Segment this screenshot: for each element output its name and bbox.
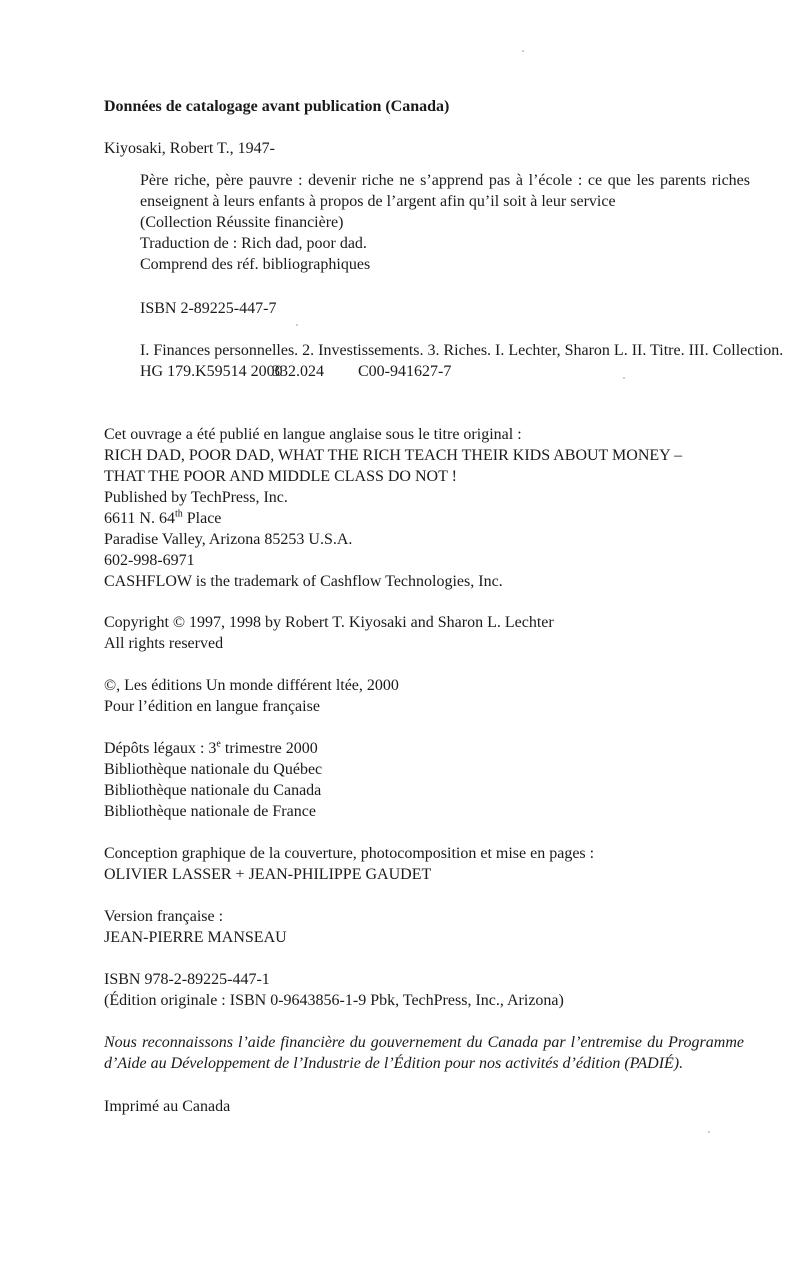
legal-deposit-line2: Bibliothèque nationale du Québec [104, 761, 323, 778]
original-title-line2: THAT THE POOR AND MIDDLE CLASS DO NOT ! [104, 468, 457, 485]
isbn-line2: (Édition originale : ISBN 0-9643856-1-9 Pbk, TechPress, Inc., Arizona) [104, 992, 564, 1009]
catalog-heading-text: Données de catalogage avant publication (Canada) [104, 98, 450, 115]
translator-line1: Version française : [104, 908, 224, 925]
subjects-line: I. Finances personnelles. 2. Investissements. 3. Riches. I. Lechter, Sharon L. II. Titre. III. Collection. [140, 342, 784, 359]
design-line1: Conception graphique de la couverture, photocomposition et mise en pages : [104, 845, 595, 862]
original-publisher: Published by TechPress, Inc. [104, 489, 288, 506]
original-address1 [104, 508, 754, 529]
original-phone: 602-998-6971 [104, 552, 195, 569]
design-credits-block [104, 843, 754, 885]
scan-speck [708, 1131, 710, 1133]
original-publication-block [104, 424, 754, 592]
printed-block [104, 1096, 754, 1117]
address-number: 6611 N. 64 [104, 510, 175, 527]
translation-line: Traduction de : Rich dad, poor dad. [140, 235, 367, 252]
scan-speck [522, 50, 524, 52]
original-trademark: CASHFLOW is the trademark of Cashflow Technologies, Inc. [104, 573, 503, 590]
isbn-line: ISBN 2-89225-447-7 [140, 300, 277, 317]
acknowledgement-text: Nous reconnaissons l’aide financière du gouvernement du Canada par l’entremise du Programme d’Aide au Développement de l’Industrie de l’Édition pour nos activités d’édition (PADIÉ). [104, 1034, 744, 1072]
copyright-line2: All rights reserved [104, 635, 224, 652]
catalog-heading [104, 96, 754, 117]
translator-line2: JEAN-PIERRE MANSEAU [104, 929, 287, 946]
french-edition-line1: ©, Les éditions Un monde différent ltée, 2000 [104, 677, 399, 694]
catalog-isbn [140, 298, 750, 319]
copyright-block [104, 612, 754, 654]
address-suffix: th [174, 508, 183, 520]
legal-deposit-line4: Bibliothèque nationale de France [104, 803, 316, 820]
lc-classification: HG 179.K59514 2000 [140, 363, 283, 380]
copyright-line1: Copyright © 1997, 1998 by Robert T. Kiyosaki and Sharon L. Lechter [104, 614, 554, 631]
printed-text: Imprimé au Canada [104, 1098, 231, 1115]
original-title-line1: RICH DAD, POOR DAD, WHAT THE RICH TEACH THEIR KIDS ABOUT MONEY – [104, 447, 683, 464]
cip-number: C00-941627-7 [358, 363, 452, 380]
scan-speck [296, 324, 298, 326]
isbn-line1: ISBN 978-2-89225-447-1 [104, 971, 270, 988]
catalog-description-block [140, 170, 750, 275]
catalog-subjects-block [140, 340, 784, 382]
design-line2: OLIVIER LASSER + JEAN-PHILIPPE GAUDET [104, 866, 432, 883]
french-edition-line2: Pour l’édition en langue française [104, 698, 320, 715]
isbn-block [104, 969, 754, 1011]
legal-deposit-sup: e [216, 738, 221, 750]
classification-row [140, 361, 750, 382]
author-line: Kiyosaki, Robert T., 1947- [104, 140, 275, 157]
legal-deposit-block [104, 738, 754, 822]
legal-deposit-pre: Dépôts légaux : 3 [104, 740, 217, 757]
original-address2: Paradise Valley, Arizona 85253 U.S.A. [104, 531, 353, 548]
collection-line: (Collection Réussite financière) [140, 214, 344, 231]
legal-deposit-post: trimestre 2000 [220, 740, 318, 757]
translator-block [104, 906, 754, 948]
legal-deposit-line1 [104, 738, 754, 759]
acknowledgement-block [104, 1032, 744, 1074]
bibliography-line: Comprend des réf. bibliographiques [140, 256, 371, 273]
catalog-author [104, 138, 754, 159]
legal-deposit-line3: Bibliothèque nationale du Canada [104, 782, 322, 799]
french-edition-block [104, 675, 754, 717]
book-description: Père riche, père pauvre : devenir riche ne s’apprend pas à l’école : ce que les parents riches enseignent à leurs enfants à propos de l’argent afin qu’il soit à leur service [140, 172, 750, 210]
dewey-classification: 332.024 [272, 363, 324, 380]
address-street: Place [182, 510, 222, 527]
original-intro: Cet ouvrage a été publié en langue anglaise sous le titre original : [104, 426, 522, 443]
